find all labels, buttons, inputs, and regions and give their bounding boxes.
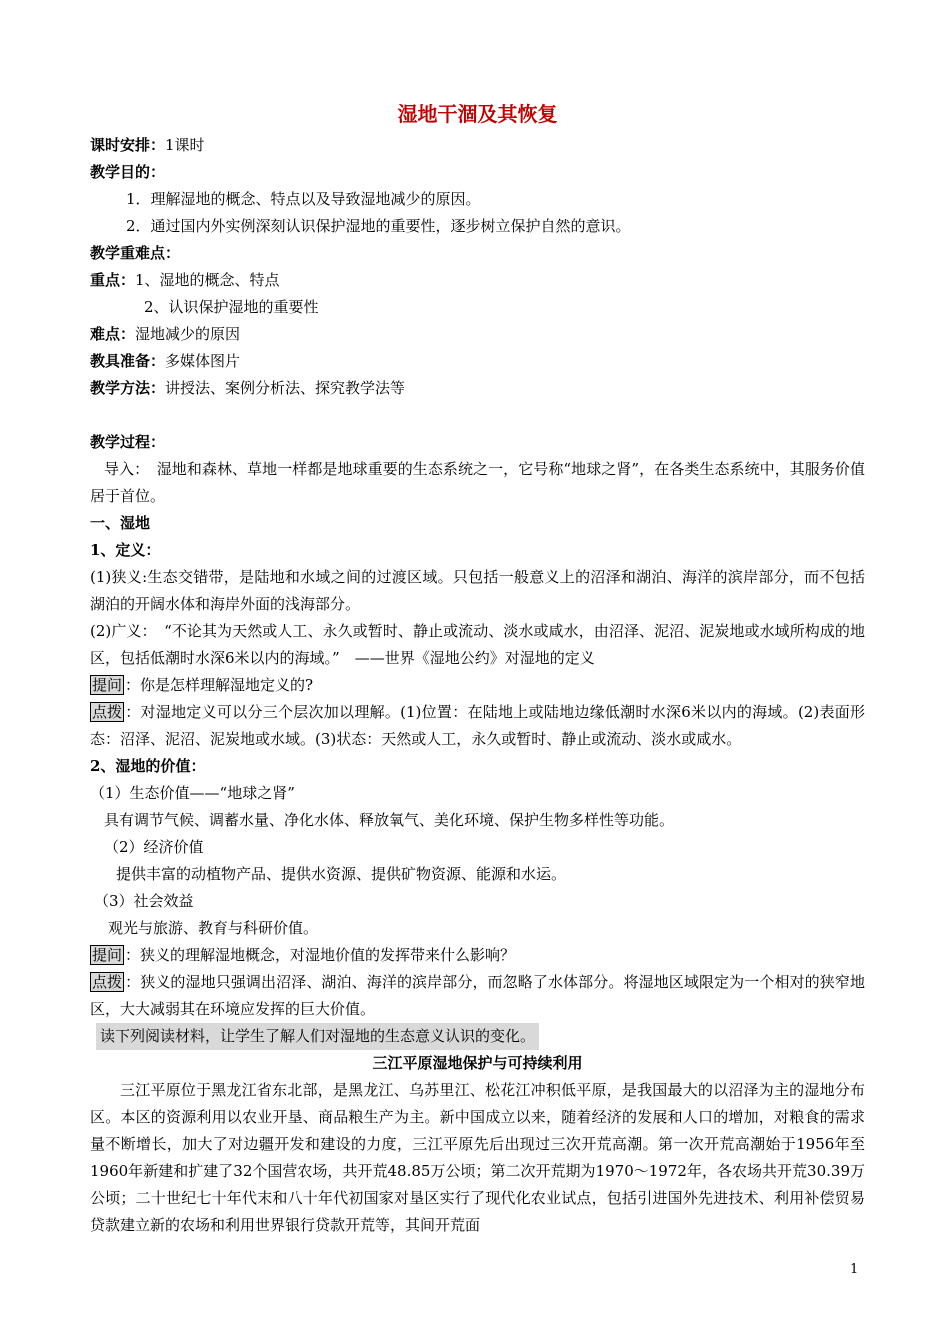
social-value-text: 观光与旅游、教育与科研价值。 [108, 919, 319, 937]
answer-2 [90, 969, 865, 1023]
answer-text: ：狭义的湿地只强调出沼泽、湖泊、海洋的滨岸部分，而忽略了水体部分。将湿地区域限定为一个相对的狭窄地区，大大减弱其在环境应发挥的巨大价值。 [90, 973, 865, 1018]
eco-value-text: 具有调节气候、调蓄水量、净化水体、释放氧气、美化环境、保护生物多样性等功能。 [104, 811, 675, 829]
econ-value-text: 提供丰富的动植物产品、提供水资源、提供矿物资源、能源和水运。 [116, 865, 567, 883]
question-1 [90, 672, 865, 699]
methods-label: 教学方法： [90, 379, 166, 397]
intro-paragraph: 导入： 湿地和森林、草地一样都是地球重要的生态系统之一，它号称“地球之肾”，在各类生态系统中，其服务价值居于首位。 [90, 460, 865, 505]
social-value-title: （3）社会效益 [94, 892, 194, 910]
question-text: ：你是怎样理解湿地定义的? [125, 676, 314, 694]
objective-item-2: 2．通过国内外实例深刻认识保护湿地的重要性，逐步树立保护自然的意识。 [126, 217, 631, 235]
spacer [90, 402, 865, 429]
objective-item-1: 1．理解湿地的概念、特点以及导致湿地减少的原因。 [126, 190, 481, 208]
question-tag: 提问 [92, 946, 123, 964]
key-difficult-heading: 教学重难点： [90, 244, 181, 262]
methods-line [90, 375, 865, 402]
focus-label: 重点： [90, 271, 136, 289]
answer-text: ：对湿地定义可以分三个层次加以理解。(1)位置：在陆地上或陆地边缘低潮时水深6米以内的海域。(2)表面形态：沼泽、泥沼、泥炭地或水域。(3)状态：天然或人工，永久或暂时、静止或流动、淡水或咸水。 [90, 703, 865, 748]
focus-item-1: 1、湿地的概念、特点 [135, 271, 280, 289]
econ-value-title: （2）经济价值 [104, 838, 204, 856]
broad-definition: (2)广义： “不论其为天然或人工、永久或暂时、静止或流动、淡水或咸水，由沼泽、泥沼、泥炭地或水域所构成的地区，包括低潮时水深6米以内的海域。” ——世界《湿地公约》对湿地的定义 [90, 622, 865, 667]
definition-heading: 1、定义： [90, 541, 161, 559]
methods-value: 讲授法、案例分析法、探究教学法等 [165, 379, 406, 397]
schedule-label: 课时安排： [90, 136, 166, 154]
answer-tag: 点拨 [92, 973, 123, 991]
schedule-value: 1课时 [165, 136, 205, 154]
document-page [90, 96, 865, 1239]
difficulty-label: 难点： [90, 325, 136, 343]
focus-item-2: 2、认识保护湿地的重要性 [144, 298, 319, 316]
tools-line [90, 348, 865, 375]
question-text: ：狭义的理解湿地概念，对湿地价值的发挥带来什么影响？ [125, 946, 516, 964]
question-2 [90, 942, 865, 969]
section-heading-wetland: 一、湿地 [90, 514, 151, 532]
eco-value-title: （1）生态价值——“地球之肾” [90, 784, 295, 802]
reading-prompt-line [90, 1023, 865, 1050]
focus-line [90, 267, 865, 294]
narrow-definition: (1)狭义:生态交错带，是陆地和水域之间的过渡区域。只包括一般意义上的沼泽和湖泊、海洋的滨岸部分，而不包括湖泊的开阔水体和海岸外面的浅海部分。 [90, 568, 865, 613]
difficulty-line [90, 321, 865, 348]
reading-prompt: 读下列阅读材料，让学生了解人们对湿地的生态意义认识的变化。 [96, 1023, 539, 1050]
question-tag: 提问 [92, 676, 123, 694]
objectives-heading: 教学目的： [90, 163, 166, 181]
difficulty-value: 湿地减少的原因 [135, 325, 241, 343]
page-title: 湿地干涸及其恢复 [397, 102, 558, 126]
answer-1 [90, 699, 865, 753]
article-title: 三江平原湿地保护与可持续利用 [372, 1054, 583, 1072]
tools-value: 多媒体图片 [165, 352, 241, 370]
answer-tag: 点拨 [92, 703, 123, 721]
values-heading: 2、湿地的价值： [90, 757, 206, 775]
page-number: 1 [850, 1262, 859, 1277]
process-heading: 教学过程： [90, 433, 166, 451]
schedule-line [90, 132, 865, 159]
article-body: 三江平原位于黑龙江省东北部，是黑龙江、乌苏里江、松花江冲积低平原，是我国最大的以沼泽为主的湿地分布区。本区的资源利用以农业开垦、商品粮生产为主。新中国成立以来，随着经济的发展和人口的增加，对粮食的需求量不断增长，加大了对边疆开发和建设的力度，三江平原先后出现过三次开荒高潮。第一次开荒高潮始于1956年至1960年新建和扩建了32个国营农场，共开荒48.85万公顷；第二次开荒期为1970～1972年，各农场共开荒30.39万公顷；二十世纪七十年代末和八十年代初国家对垦区实行了现代化农业试点，包括引进国外先进技术、利用补偿贸易贷款建立新的农场和利用世界银行贷款开荒等，其间开荒面 [90, 1081, 865, 1234]
tools-label: 教具准备： [90, 352, 166, 370]
